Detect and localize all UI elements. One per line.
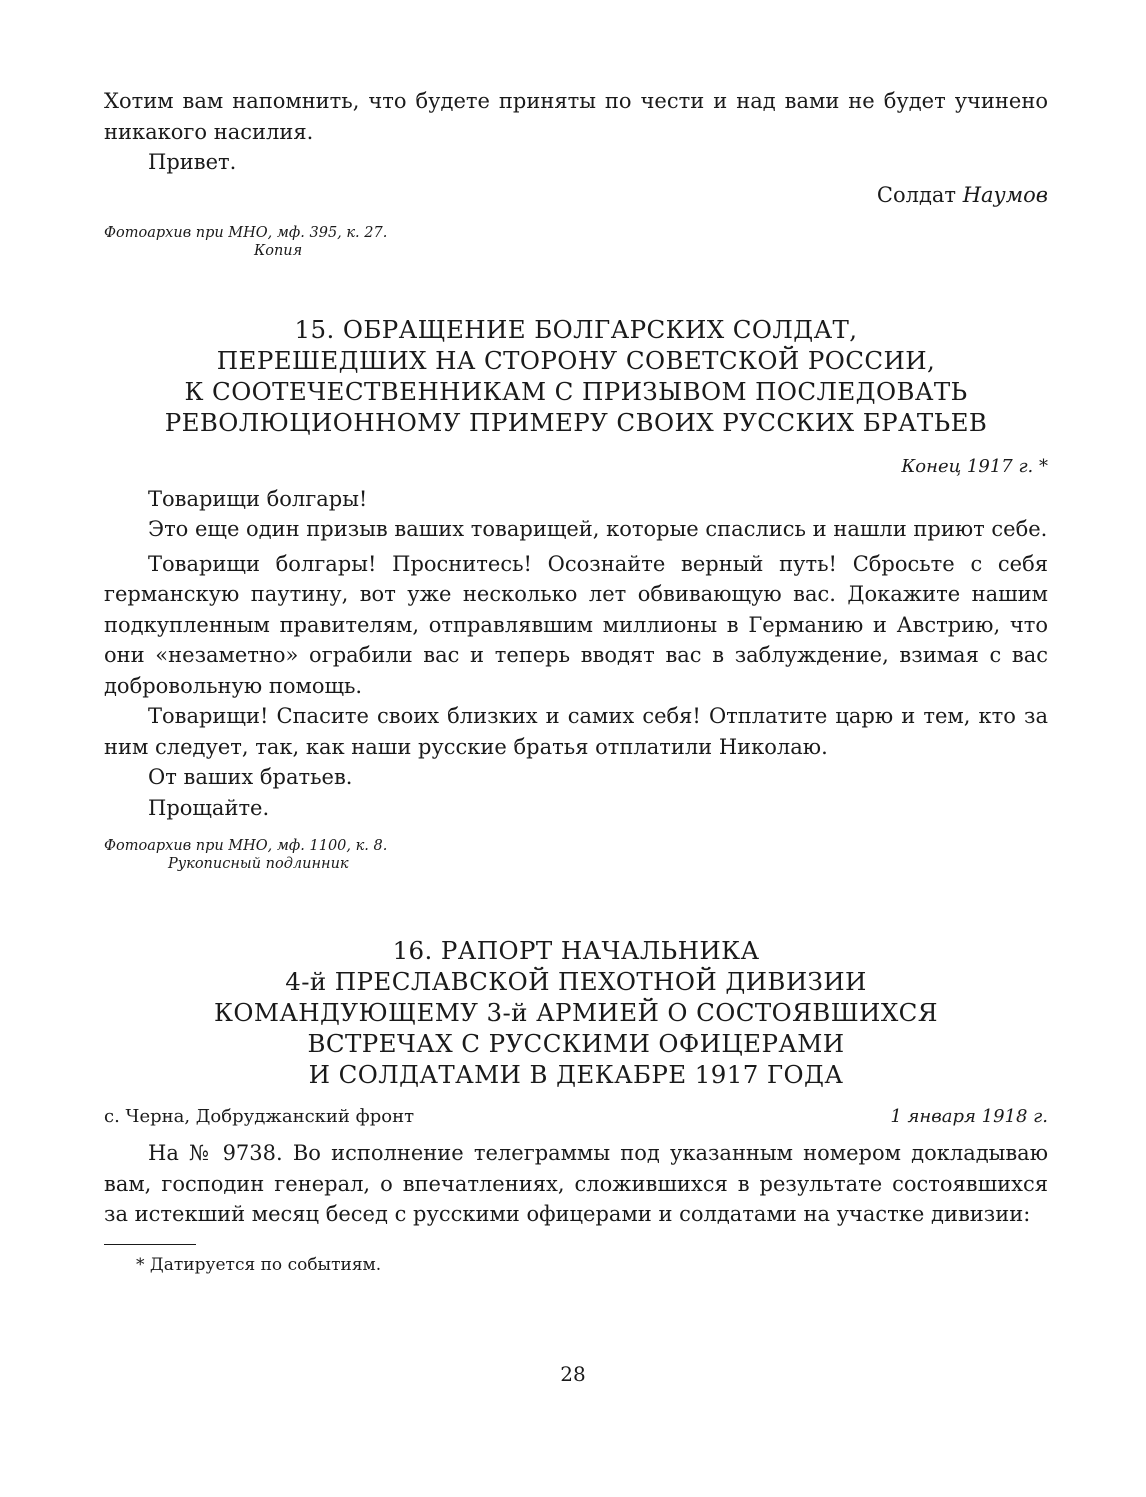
- doc15-title-line: К СООТЕЧЕСТВЕННИКАМ С ПРИЗЫВОМ ПОСЛЕДОВАТЬ: [184, 376, 968, 406]
- doc15-source: [104, 837, 1048, 873]
- doc15-source-line2: Рукописный подлинник: [168, 856, 349, 872]
- doc14-source-line1: Фотоархив при МНО, мф. 395, к. 27.: [104, 224, 388, 241]
- signature-name: Наумов: [962, 182, 1048, 207]
- doc15-source-line1: Фотоархив при МНО, мф. 1100, к. 8.: [104, 838, 388, 854]
- doc16-date: 1 января 1918 г.: [890, 1106, 1048, 1127]
- doc15-title: [104, 314, 1048, 438]
- doc15-paragraph: Товарищи болгары!: [148, 486, 368, 511]
- footnote-divider: [104, 1244, 196, 1245]
- doc14-source-line2: Копия: [254, 242, 303, 259]
- doc14-signature: [104, 180, 1048, 210]
- page-number: 28: [560, 1362, 586, 1386]
- doc16-title-line: ВСТРЕЧАХ С РУССКИМИ ОФИЦЕРАМИ: [307, 1029, 845, 1058]
- page-content: [104, 86, 1048, 1277]
- doc16-title: [104, 935, 1048, 1090]
- doc15-date: Конец 1917 г. *: [901, 455, 1048, 477]
- doc16-place: с. Черна, Добруджанский фронт: [104, 1106, 415, 1127]
- signature-role: Солдат: [876, 182, 957, 207]
- doc14-source: [104, 224, 1048, 260]
- doc16-title-line: 4-й ПРЕСЛАВСКОЙ ПЕХОТНОЙ ДИВИЗИИ: [285, 967, 867, 996]
- doc14-greeting: Привет.: [148, 150, 237, 174]
- footnote: * Датируется по событиям.: [136, 1254, 382, 1275]
- doc15-title-line: ПЕРЕШЕДШИХ НА СТОРОНУ СОВЕТСКОЙ РОССИИ,: [216, 345, 936, 375]
- doc16-title-line: 16. РАПОРТ НАЧАЛЬНИКА: [392, 936, 760, 965]
- doc15-paragraph: От ваших братьев.: [148, 765, 353, 789]
- doc15-paragraph: Прощайте.: [148, 795, 270, 820]
- doc16-paragraph: На № 9738. Во исполнение телеграммы под указанным номером докладываю вам, господин генерал, о впечатлениях, сложившихся в результате состоявшихся за истекший месяц бесед с русскими офицерами и солдатами на участке дивизии:: [104, 1141, 1048, 1226]
- doc15-paragraph: Это еще один призыв ваших товарищей, которые спаслись и нашли приют себе.: [148, 517, 1048, 541]
- doc15-title-line: 15. ОБРАЩЕНИЕ БОЛГАРСКИХ СОЛДАТ,: [294, 314, 858, 344]
- doc15-title-line: РЕВОЛЮЦИОННОМУ ПРИМЕРУ СВОИХ РУССКИХ БРАТЬЕВ: [164, 407, 988, 437]
- doc16-place-date: [104, 1104, 1048, 1130]
- doc16-title-line: КОМАНДУЮЩЕМУ 3-й АРМИЕЙ О СОСТОЯВШИХСЯ: [213, 998, 938, 1027]
- doc15-paragraph: Товарищи! Спасите своих близких и самих себя! Отплатите царю и тем, кто за ним следует, так, как наши русские братья отплатили Николаю.: [104, 704, 1048, 759]
- doc15-paragraph: Товарищи болгары! Проснитесь! Осознайте верный путь! Сбросьте с себя германскую паутину, вот уже несколько лет обвивающую вас. Докажите нашим подкупленным правителям, отправлявшим миллионы в Германию и Австрию, что они «незаметно» ограбили вас и теперь вводят вас в заблуждение, взимая с вас добровольную помощь.: [104, 551, 1048, 698]
- doc14-paragraph: Хотим вам напомнить, что будете приняты по чести и над вами не будет учинено никакого насилия.: [104, 89, 1048, 144]
- doc16-title-line: И СОЛДАТАМИ В ДЕКАБРЕ 1917 ГОДА: [308, 1060, 844, 1089]
